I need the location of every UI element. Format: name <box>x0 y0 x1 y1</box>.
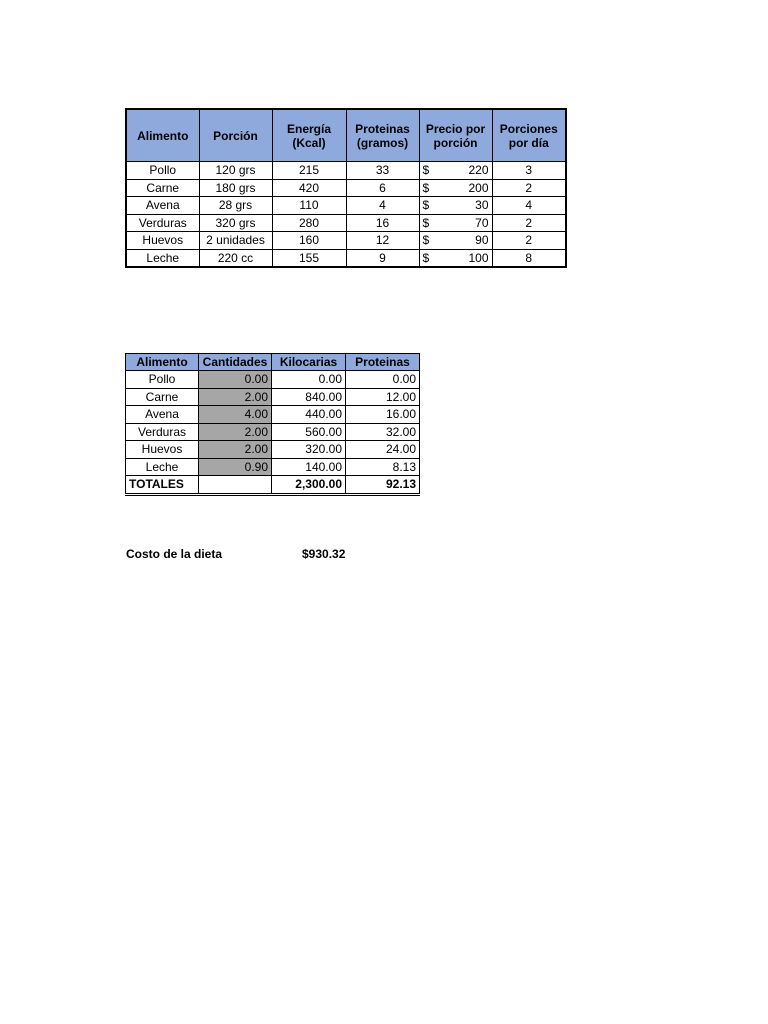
totals-qty[interactable] <box>199 476 272 495</box>
table-row <box>126 214 566 232</box>
totals-kcal[interactable]: 2,300.00 <box>272 476 346 495</box>
currency-symbol: $ <box>422 163 430 178</box>
diet-cost-value[interactable]: $930.32 <box>302 547 346 561</box>
cell-price[interactable] <box>419 232 492 250</box>
cell-portions[interactable]: 2 <box>492 214 566 232</box>
header-alimento[interactable]: Alimento <box>126 109 199 162</box>
cell-portions[interactable]: 8 <box>492 249 566 267</box>
cell-protein[interactable]: 12 <box>346 232 419 250</box>
cell-energy[interactable]: 160 <box>272 232 346 250</box>
cell-food[interactable]: Carne <box>126 179 199 197</box>
cell-price[interactable] <box>419 214 492 232</box>
cell-food[interactable]: Verduras <box>126 423 199 441</box>
cell-food[interactable]: Verduras <box>126 214 199 232</box>
cell-food[interactable]: Leche <box>126 249 199 267</box>
price-amount: 90 <box>475 233 489 248</box>
cell-protein[interactable]: 16.00 <box>346 406 420 424</box>
cell-portions[interactable]: 2 <box>492 232 566 250</box>
cell-food[interactable]: Carne <box>126 388 199 406</box>
cell-price[interactable] <box>419 249 492 267</box>
cell-qty[interactable]: 4.00 <box>199 406 272 424</box>
cell-protein[interactable]: 24.00 <box>346 441 420 459</box>
cell-food[interactable]: Huevos <box>126 232 199 250</box>
cell-price[interactable] <box>419 197 492 215</box>
header-alimento[interactable]: Alimento <box>126 354 199 371</box>
header-precio[interactable]: Precio por porción <box>419 109 492 162</box>
cell-energy[interactable]: 280 <box>272 214 346 232</box>
cell-food[interactable]: Huevos <box>126 441 199 459</box>
cell-kcal[interactable]: 440.00 <box>272 406 346 424</box>
header-cantidades[interactable]: Cantidades <box>199 354 272 371</box>
currency-symbol: $ <box>422 250 430 265</box>
cell-portions[interactable]: 2 <box>492 179 566 197</box>
cell-protein[interactable]: 16 <box>346 214 419 232</box>
table-row <box>126 162 566 180</box>
totals-label[interactable]: TOTALES <box>126 476 199 495</box>
cell-qty[interactable]: 0.00 <box>199 371 272 389</box>
cell-price[interactable] <box>419 179 492 197</box>
cell-energy[interactable]: 155 <box>272 249 346 267</box>
food-table-header-row <box>126 109 566 162</box>
cell-food[interactable]: Leche <box>126 458 199 476</box>
cell-kcal[interactable]: 840.00 <box>272 388 346 406</box>
header-porcion[interactable]: Porción <box>199 109 272 162</box>
cell-portion[interactable]: 220 cc <box>199 249 272 267</box>
table-row <box>126 232 566 250</box>
cell-qty[interactable]: 2.00 <box>199 388 272 406</box>
cell-protein[interactable]: 12.00 <box>346 388 420 406</box>
food-table <box>125 108 567 268</box>
header-energia[interactable]: Energía (Kcal) <box>272 109 346 162</box>
cell-protein[interactable]: 4 <box>346 197 419 215</box>
table-row <box>126 388 420 406</box>
cell-kcal[interactable]: 140.00 <box>272 458 346 476</box>
price-amount: 30 <box>475 198 489 213</box>
price-amount: 70 <box>475 215 489 230</box>
cell-protein[interactable]: 0.00 <box>346 371 420 389</box>
cell-energy[interactable]: 215 <box>272 162 346 180</box>
currency-symbol: $ <box>422 233 430 248</box>
currency-symbol: $ <box>422 215 430 230</box>
table-row <box>126 371 420 389</box>
result-table <box>125 353 420 496</box>
cell-kcal[interactable]: 320.00 <box>272 441 346 459</box>
table-row <box>126 197 566 215</box>
header-proteinas[interactable]: Proteinas <box>346 354 420 371</box>
cell-protein[interactable]: 8.13 <box>346 458 420 476</box>
currency-symbol: $ <box>422 198 430 213</box>
cell-kcal[interactable]: 0.00 <box>272 371 346 389</box>
cell-protein[interactable]: 32.00 <box>346 423 420 441</box>
cell-qty[interactable]: 0.90 <box>199 458 272 476</box>
cell-portion[interactable]: 28 grs <box>199 197 272 215</box>
cell-energy[interactable]: 110 <box>272 197 346 215</box>
result-table-header-row <box>126 354 420 371</box>
cell-energy[interactable]: 420 <box>272 179 346 197</box>
cell-food[interactable]: Pollo <box>126 162 199 180</box>
totals-protein[interactable]: 92.13 <box>346 476 420 495</box>
cell-portion[interactable]: 180 grs <box>199 179 272 197</box>
cell-portions[interactable]: 3 <box>492 162 566 180</box>
cell-portion[interactable]: 2 unidades <box>199 232 272 250</box>
currency-symbol: $ <box>422 180 430 195</box>
cell-food[interactable]: Avena <box>126 406 199 424</box>
table-row <box>126 423 420 441</box>
cell-food[interactable]: Pollo <box>126 371 199 389</box>
cell-food[interactable]: Avena <box>126 197 199 215</box>
header-porciones[interactable]: Porciones por día <box>492 109 566 162</box>
cell-price[interactable] <box>419 162 492 180</box>
cell-protein[interactable]: 6 <box>346 179 419 197</box>
cell-qty[interactable]: 2.00 <box>199 441 272 459</box>
cell-protein[interactable]: 33 <box>346 162 419 180</box>
header-kilocarias[interactable]: Kilocarias <box>272 354 346 371</box>
totals-row <box>126 476 420 495</box>
table-row <box>126 441 420 459</box>
table-row <box>126 406 420 424</box>
cell-portion[interactable]: 320 grs <box>199 214 272 232</box>
price-amount: 200 <box>468 180 489 195</box>
price-amount: 220 <box>468 163 489 178</box>
cell-qty[interactable]: 2.00 <box>199 423 272 441</box>
cell-protein[interactable]: 9 <box>346 249 419 267</box>
header-proteinas[interactable]: Proteinas (gramos) <box>346 109 419 162</box>
cell-kcal[interactable]: 560.00 <box>272 423 346 441</box>
table-row <box>126 249 566 267</box>
table-row <box>126 179 566 197</box>
price-amount: 100 <box>468 250 489 265</box>
table-row <box>126 458 420 476</box>
diet-cost-label: Costo de la dieta <box>126 547 223 561</box>
cell-portions[interactable]: 4 <box>492 197 566 215</box>
cell-portion[interactable]: 120 grs <box>199 162 272 180</box>
